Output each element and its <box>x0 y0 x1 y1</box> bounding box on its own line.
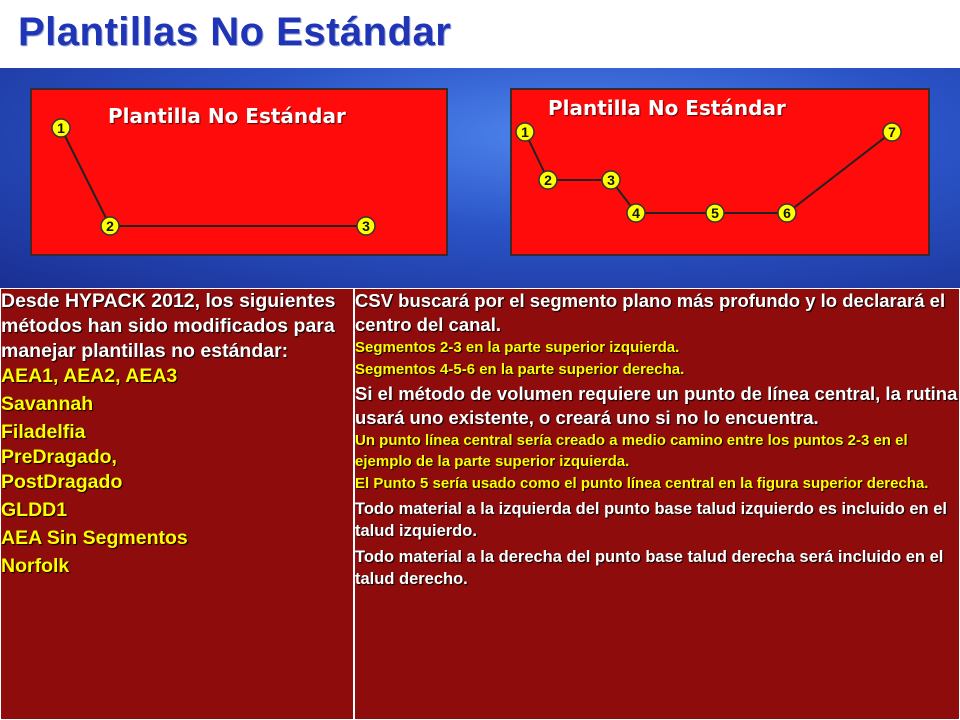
sub-bullet-list <box>355 430 959 494</box>
bullet-text: CSV buscará por el segmento plano más profundo y lo declarará el centro del canal. <box>355 290 946 335</box>
methods-list <box>1 364 353 579</box>
method-item: ▪ Savannah <box>1 392 353 417</box>
bullet-text: Si el método de volumen requiere un punto de línea central, la rutina usará uno existente, o creará uno si no lo encuentra. <box>355 383 958 428</box>
template-label-right: Plantilla No Estándar <box>548 96 786 120</box>
template-profile-right <box>512 90 928 254</box>
svg-text:5: 5 <box>711 205 719 221</box>
method-item: ▪ AEA Sin Segmentos <box>1 526 353 551</box>
sub-bullet: ▪ El Punto 5 sería usado como el punto línea central en la figura superior derecha. <box>355 473 959 494</box>
bullet-deepest-segment <box>355 289 959 380</box>
method-item: ▪ Filadelfia PreDragado, PostDragado <box>1 420 151 495</box>
node-1 <box>516 123 534 141</box>
node-1 <box>52 119 70 137</box>
svg-text:2: 2 <box>544 172 552 188</box>
node-3 <box>357 217 375 235</box>
svg-text:1: 1 <box>521 124 529 140</box>
method-item: ▪ Norfolk <box>1 554 353 579</box>
title-bar <box>0 0 960 68</box>
sub-bullet: ▪ Un punto línea central sería creado a medio camino entre los puntos 2-3 en el ejemplo de la parte superior izquierda. <box>355 430 959 472</box>
node-6 <box>778 204 796 222</box>
node-2 <box>101 217 119 235</box>
svg-text:4: 4 <box>632 205 640 221</box>
right-bullet-list <box>355 289 959 590</box>
left-text-panel <box>0 288 354 720</box>
bullet-centerline-point <box>355 382 959 494</box>
svg-text:3: 3 <box>607 172 615 188</box>
template-profile-left <box>32 90 446 254</box>
slide-title: Plantillas No Estándar <box>18 10 452 54</box>
bullet-right-slope: ▪ Todo material a la derecha del punto base talud derecha será incluido en el talud derecho. <box>355 546 959 590</box>
profile-line <box>525 132 892 213</box>
node-2 <box>539 171 557 189</box>
sub-bullet: ▪ Segmentos 2-3 en la parte superior izquierda. <box>355 337 959 358</box>
template-diagram-left <box>30 88 448 256</box>
node-4 <box>627 204 645 222</box>
svg-text:3: 3 <box>362 218 370 234</box>
node-5 <box>706 204 724 222</box>
intro-text: ▪ Desde HYPACK 2012, los siguientes métodos han sido modificados para manejar plantillas no estándar: <box>1 290 336 362</box>
sub-bullet-list <box>355 337 959 380</box>
svg-text:2: 2 <box>106 218 114 234</box>
right-text-panel <box>354 288 960 720</box>
template-label-left: Plantilla No Estándar <box>108 104 346 128</box>
svg-text:6: 6 <box>783 205 791 221</box>
profile-line <box>61 128 366 226</box>
node-3 <box>602 171 620 189</box>
bullet-left-slope: ▪ Todo material a la izquierda del punto base talud izquierdo es incluido en el talud izquierdo. <box>355 498 959 542</box>
node-7 <box>883 123 901 141</box>
template-diagram-right <box>510 88 930 256</box>
method-item: ▪ GLDD1 <box>1 498 353 523</box>
left-bullet-list <box>1 289 353 579</box>
sub-bullet: ▪ Segmentos 4-5-6 en la parte superior derecha. <box>355 359 959 380</box>
intro-bullet <box>1 289 353 579</box>
svg-text:1: 1 <box>57 120 65 136</box>
method-item: ▪ AEA1, AEA2, AEA3 <box>1 364 353 389</box>
svg-text:7: 7 <box>888 124 896 140</box>
